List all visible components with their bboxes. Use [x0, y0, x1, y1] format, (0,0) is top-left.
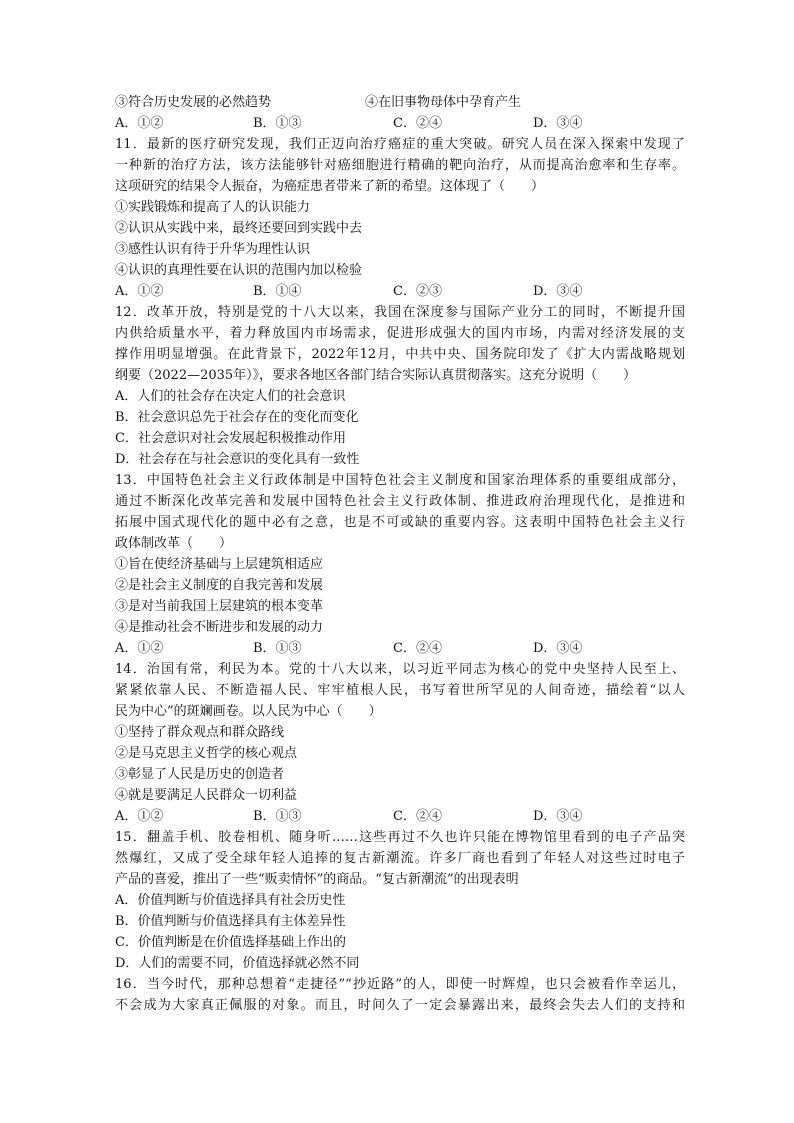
- q16-stem-line: 16．当今时代，那种总想着“走捷径”“抄近路”的人，即使一时辉煌，也只会被看作幸运儿，: [115, 977, 685, 992]
- q10-choice-b: B．①③: [253, 116, 302, 131]
- q12-option: C．社会意识对社会发展起积极推动作用: [115, 431, 346, 446]
- q10-choices: [115, 113, 685, 134]
- q14-choices: [115, 806, 685, 827]
- q15-stem-line: 然爆红，又成了受全球年轻人追捧的复古新潮流。许多厂商也看到了年轻人对这些过时电子: [115, 851, 685, 866]
- q11-option: ②认识从实践中来，最终还要回到实践中去: [115, 221, 363, 236]
- q11-choice-c: C．②③: [393, 284, 442, 299]
- q14-option: ③彰显了人民是历史的创造者: [115, 767, 285, 782]
- q15-option: A．价值判断与价值选择具有社会历史性: [115, 893, 346, 908]
- q13-choice-a: A．①②: [115, 641, 164, 656]
- q14-stem-line: 民为中心”的斑斓画卷。以人民为中心（ ）: [115, 704, 382, 719]
- q14-choice-c: C．②④: [393, 809, 442, 824]
- q10-option-4: ④在旧事物母体中孕育产生: [365, 95, 522, 110]
- q15-option: D．人们的需要不同，价值选择就必然不同: [115, 956, 360, 971]
- q11-stem-line: 这项研究的结果令人振奋，为癌症患者带来了新的希望。这体现了（ ）: [115, 179, 545, 194]
- q13-option: ②是社会主义制度的自我完善和发展: [115, 578, 324, 593]
- q13-choice-d: D．③④: [533, 641, 583, 656]
- q10-options-row: [115, 92, 685, 113]
- q13-stem-line: 拓展中国式现代化的题中必有之意，也是不可或缺的重要内容。这表明中国特色社会主义行: [115, 515, 685, 530]
- q10-choice-c: C．②④: [393, 116, 442, 131]
- q12-option: A．人们的社会存在决定人们的社会意识: [115, 389, 346, 404]
- page-content: [115, 92, 685, 1016]
- q13-stem-line: 13．中国特色社会主义行政体制是中国特色社会主义制度和国家治理体系的重要组成部分，: [115, 473, 685, 488]
- q11-option: ③感性认识有待于升华为理性认识: [115, 242, 311, 257]
- q14-choice-b: B．①③: [253, 809, 302, 824]
- q11-option: ①实践锻炼和提高了人的认识能力: [115, 200, 311, 215]
- q14-option: ④就是要满足人民群众一切利益: [115, 788, 298, 803]
- q14-choice-a: A．①②: [115, 809, 164, 824]
- q12-option: B．社会意识总先于社会存在的变化而变化: [115, 410, 359, 425]
- q13-choices: [115, 638, 685, 659]
- q11-choices: [115, 281, 685, 302]
- q16-stem-line: 不会成为大家真正佩服的对象。而且，时间久了一定会暴露出来，最终会失去人们的支持和: [115, 998, 685, 1013]
- q13-choice-c: C．②④: [393, 641, 442, 656]
- q11-choice-a: A．①②: [115, 284, 164, 299]
- q10-choice-d: D．③④: [533, 116, 583, 131]
- q12-stem-line: 12．改革开放，特别是党的十八大以来，我国在深度参与国际产业分工的同时，不断提升国: [115, 305, 685, 320]
- q13-choice-b: B．①③: [253, 641, 302, 656]
- q10-choice-a: A．①②: [115, 116, 164, 131]
- q14-choice-d: D．③④: [533, 809, 583, 824]
- q11-choice-b: B．①④: [253, 284, 302, 299]
- q12-stem-line: 内供给质量水平，着力释放国内市场需求，促进形成强大的国内市场，内需对经济发展的支: [115, 326, 685, 341]
- q11-choice-d: D．③④: [533, 284, 583, 299]
- q11-stem-line: 11．最新的医疗研究发现，我们正迈向治疗癌症的重大突破。研究人员在深入探索中发现了: [115, 137, 685, 152]
- q10-option-3: ③符合历史发展的必然趋势: [115, 95, 272, 110]
- q11-stem-line: 一种新的治疗方法，该方法能够针对癌细胞进行精确的靶向治疗，从而提高治愈率和生存率。: [115, 158, 685, 173]
- q12-stem-line: 纲要（2022—2035年）》，要求各地区各部门结合实际认真贯彻落实。这充分说明（ ）: [115, 368, 637, 383]
- q14-stem-line: 紧紧依靠人民、不断造福人民、牢牢植根人民，书写着世所罕见的人间奇迹，描绘着“以人: [115, 683, 685, 698]
- q15-option: C．价值判断是在价值选择基础上作出的: [115, 935, 346, 950]
- q13-stem-line: 政体制改革（ ）: [115, 536, 233, 551]
- q15-stem-line: 产品的喜爱，推出了一些“贩卖情怀”的商品。“复古新潮流”的出现表明: [115, 872, 519, 887]
- q14-option: ②是马克思主义哲学的核心观点: [115, 746, 298, 761]
- q13-stem-line: 通过不断深化改革完善和发展中国特色社会主义行政体制、推进政府治理现代化，是推进和: [115, 494, 685, 509]
- q11-option: ④认识的真理性要在认识的范围内加以检验: [115, 263, 363, 278]
- q14-option: ①坚持了群众观点和群众路线: [115, 725, 285, 740]
- q15-option: B．价值判断与价值选择具有主体差异性: [115, 914, 346, 929]
- q12-option: D．社会存在与社会意识的变化具有一致性: [115, 452, 360, 467]
- q13-option: ①旨在使经济基础与上层建筑相适应: [115, 557, 324, 572]
- q13-option: ③是对当前我国上层建筑的根本变革: [115, 599, 324, 614]
- q13-option: ④是推动社会不断进步和发展的动力: [115, 620, 324, 635]
- q14-stem-line: 14．治国有常，利民为本。党的十八大以来，以习近平同志为核心的党中央坚持人民至上、: [115, 662, 685, 677]
- q15-stem-line: 15．翻盖手机、胶卷相机、随身听……这些再过不久也许只能在博物馆里看到的电子产品突: [115, 830, 685, 845]
- q12-stem-line: 撑作用明显增强。在此背景下，2022年12月，中共中央、国务院印发了《扩大内需战略规划: [115, 347, 685, 362]
